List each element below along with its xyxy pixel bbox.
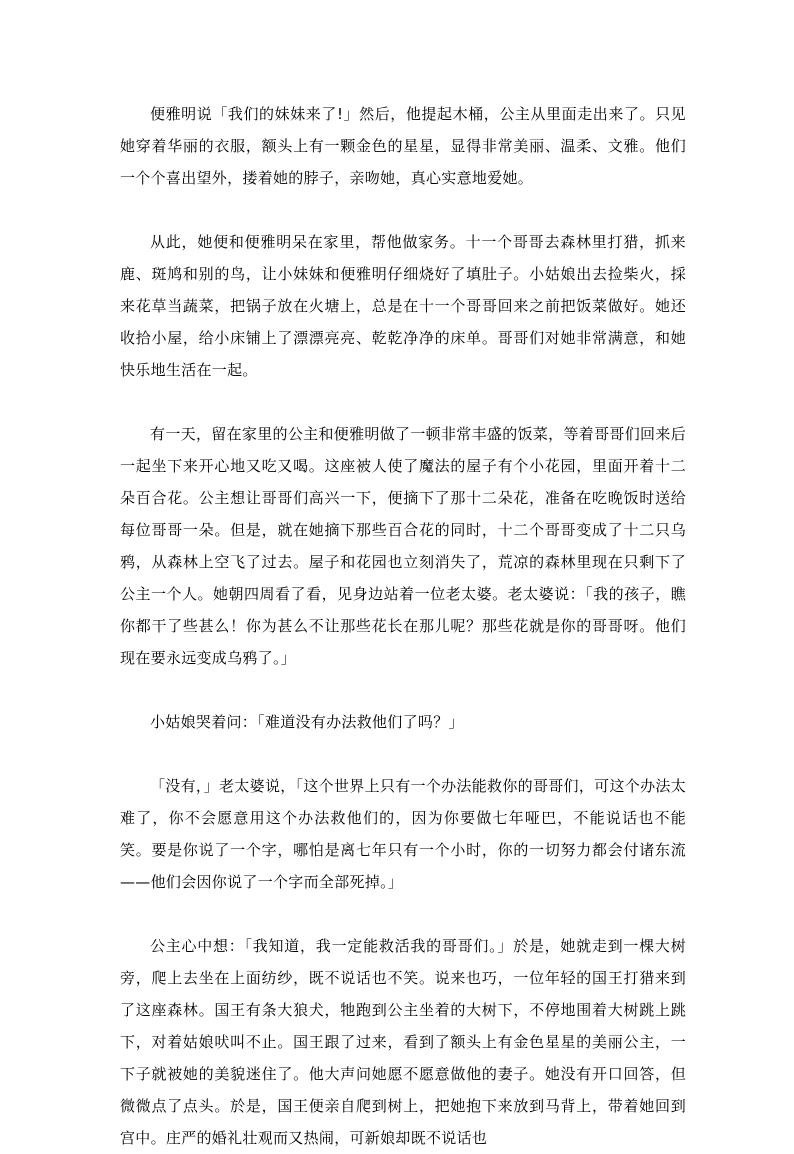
paragraph: 便雅明说「我们的妹妹来了!」然后，他提起木桶，公主从里面走出来了。只见她穿着华丽的衣服，额头上有一颗金色的星星，显得非常美丽、温柔、文雅。他们一个个喜出望外，搂着她的脖子，亲吻她，真心实意地爱她。 <box>120 105 686 187</box>
paragraph: 「没有，」老太婆说，「这个世界上只有一个办法能救你的哥哥们，可这个办法太难了，你不会愿意用这个办法救他们的，因为你要做七年哑巴，不能说话也不能笑。要是你说了一个字，哪怕是离七年只有一个小时，你的一切努力都会付诸东流——他们会因你说了一个字而全部死掉。」 <box>120 777 686 891</box>
paragraph: 有一天，留在家里的公主和便雅明做了一顿非常丰盛的饭菜，等着哥哥们回来后一起坐下来开心地又吃又喝。这座被人使了魔法的屋子有个小花园，里面开着十二朵百合花。公主想让哥哥们高兴一下，便摘下了那十二朵花，准备在吃晚饭时送给每位哥哥一朵。但是，就在她摘下那些百合花的同时，十二个哥哥变成了十二只乌鸦，从森林上空飞了过去。屋子和花园也立刻消失了，荒凉的森林里现在只剩下了公主一个人。她朝四周看了看，见身边站着一位老太婆。老太婆说：「我的孩子，瞧你都干了些甚么！你为甚么不让那些花长在那儿呢？那些花就是你的哥哥呀。他们现在要永远变成乌鸦了。」 <box>120 425 686 667</box>
paragraph-gap <box>120 738 686 770</box>
paragraph: 公主心中想：「我知道，我一定能救活我的哥哥们。」於是，她就走到一棵大树旁，爬上去坐在上面纺纱，既不说话也不笑。说来也巧，一位年轻的国王打猎来到了这座森林。国王有条大狼犬，牠跑到公主坐着的大树下，不停地围着大树跳上跳下，对着姑娘吠叫不止。国王跟了过来，看到了额头上有金色星星的美丽公主，一下子就被她的美貌迷住了。他大声问她愿不愿意做他的妻子。她没有开口回答，但微微点了点头。於是，国王便亲自爬到树上，把她抱下来放到马背上，带着她回到宫中。庄严的婚礼壮观而又热闹，可新娘却既不说话也 <box>120 937 686 1147</box>
paragraph: 小姑娘哭着问：「难道没有办法救他们了吗？」 <box>150 713 464 731</box>
paragraph-gap <box>120 194 686 226</box>
paragraph: 从此，她便和便雅明呆在家里，帮他做家务。十一个哥哥去森林里打猎，抓来鹿、斑鸠和别的鸟，让小妹妹和便雅明仔细烧好了填肚子。小姑娘出去捡柴火，採来花草当蔬菜，把锅子放在火塘上，总是在十一个哥哥回来之前把饭菜做好。她还收拾小屋，给小床铺上了漂漂亮亮、乾乾净净的床单。哥哥们对她非常满意，和她快乐地生活在一起。 <box>120 233 686 379</box>
paragraph-gap <box>120 674 686 706</box>
story-text <box>120 98 686 1154</box>
paragraph-gap <box>120 386 686 418</box>
paragraph-gap <box>120 898 686 930</box>
